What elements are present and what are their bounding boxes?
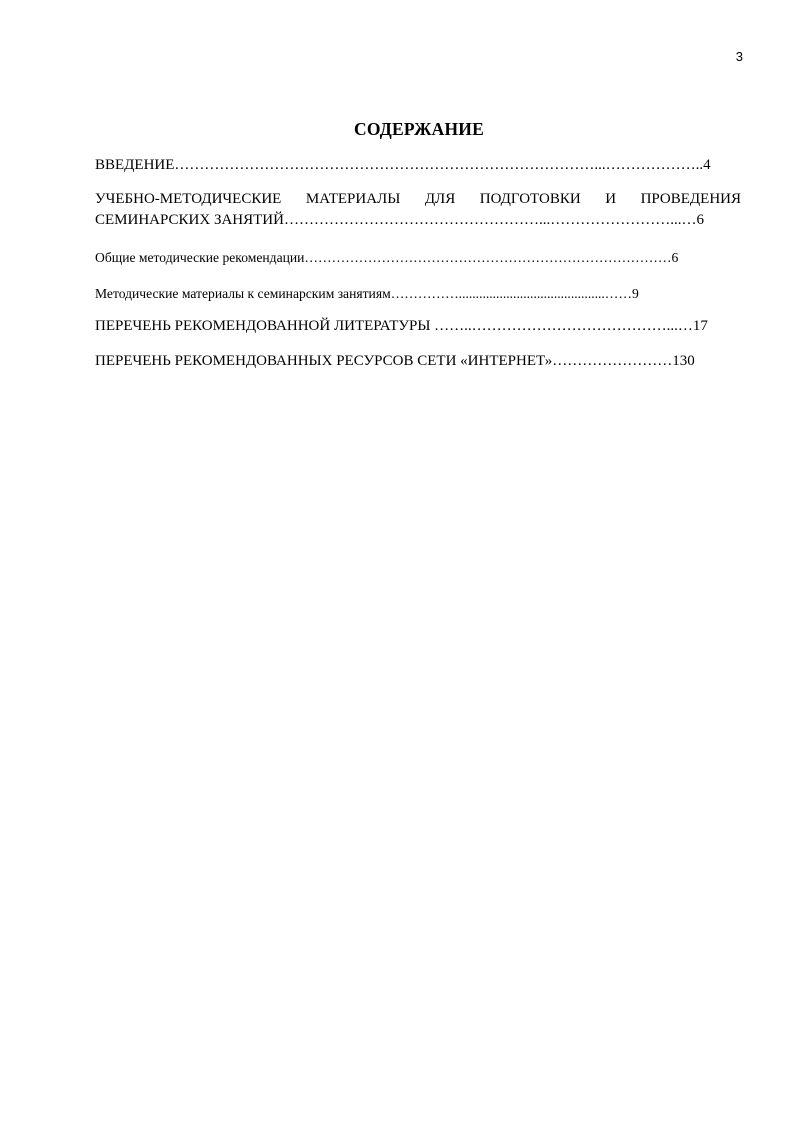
- toc-dot-leader: ……………………………………………...……………………...…: [283, 212, 697, 228]
- page-title: СОДЕРЖАНИЕ: [353, 119, 484, 139]
- toc-dot-leader: ……………………: [552, 353, 673, 369]
- toc-dot-leader: …………………………………………………………………………...………………..: [174, 157, 704, 173]
- toc-entry-label-line2: СЕМИНАРСКИХ ЗАНЯТИЙ: [95, 212, 284, 228]
- toc-dot-leader: ………………………………………………………………………: [304, 250, 672, 265]
- toc-entry-internet-resources[interactable]: [95, 351, 741, 372]
- toc-entry-introduction[interactable]: [95, 155, 741, 176]
- toc-entry-label: ВВЕДЕНИЕ: [95, 157, 175, 173]
- toc-page-number: 17: [692, 318, 708, 334]
- toc-entry-recommended-literature[interactable]: [95, 316, 741, 337]
- toc-entry-general-recommendations[interactable]: [95, 247, 741, 268]
- toc-entry-label: ПЕРЕЧЕНЬ РЕКОМЕНДОВАННОЙ ЛИТЕРАТУРЫ: [95, 318, 435, 334]
- toc-entry-label: ПЕРЕЧЕНЬ РЕКОМЕНДОВАННЫХ РЕСУРСОВ СЕТИ «ИНТЕРНЕТ»: [95, 353, 553, 369]
- page-number: 3: [735, 49, 743, 64]
- toc-page-number: 130: [672, 353, 695, 369]
- toc-entry-label: Общие методические рекомендации: [95, 250, 305, 265]
- toc-entry-seminar-materials[interactable]: [95, 283, 741, 304]
- toc-entry-teaching-materials[interactable]: [95, 189, 741, 210]
- toc-page-number: 9: [632, 286, 639, 301]
- toc-page-number: 6: [696, 212, 704, 228]
- toc-dot-leader: ……………...........................................……: [390, 286, 632, 301]
- toc-dot-leader: ……..…………………………………...…: [434, 318, 693, 334]
- toc-entry-label: УЧЕБНО-МЕТОДИЧЕСКИЕ МАТЕРИАЛЫ ДЛЯ ПОДГОТОВКИ И ПРОВЕДЕНИЯ: [95, 191, 741, 207]
- toc-entry-label: Методические материалы к семинарским занятиям: [95, 286, 391, 301]
- toc-page-number: 4: [703, 157, 711, 173]
- toc-entry-teaching-materials-continued[interactable]: [95, 210, 741, 231]
- toc-page-number: 6: [671, 250, 679, 265]
